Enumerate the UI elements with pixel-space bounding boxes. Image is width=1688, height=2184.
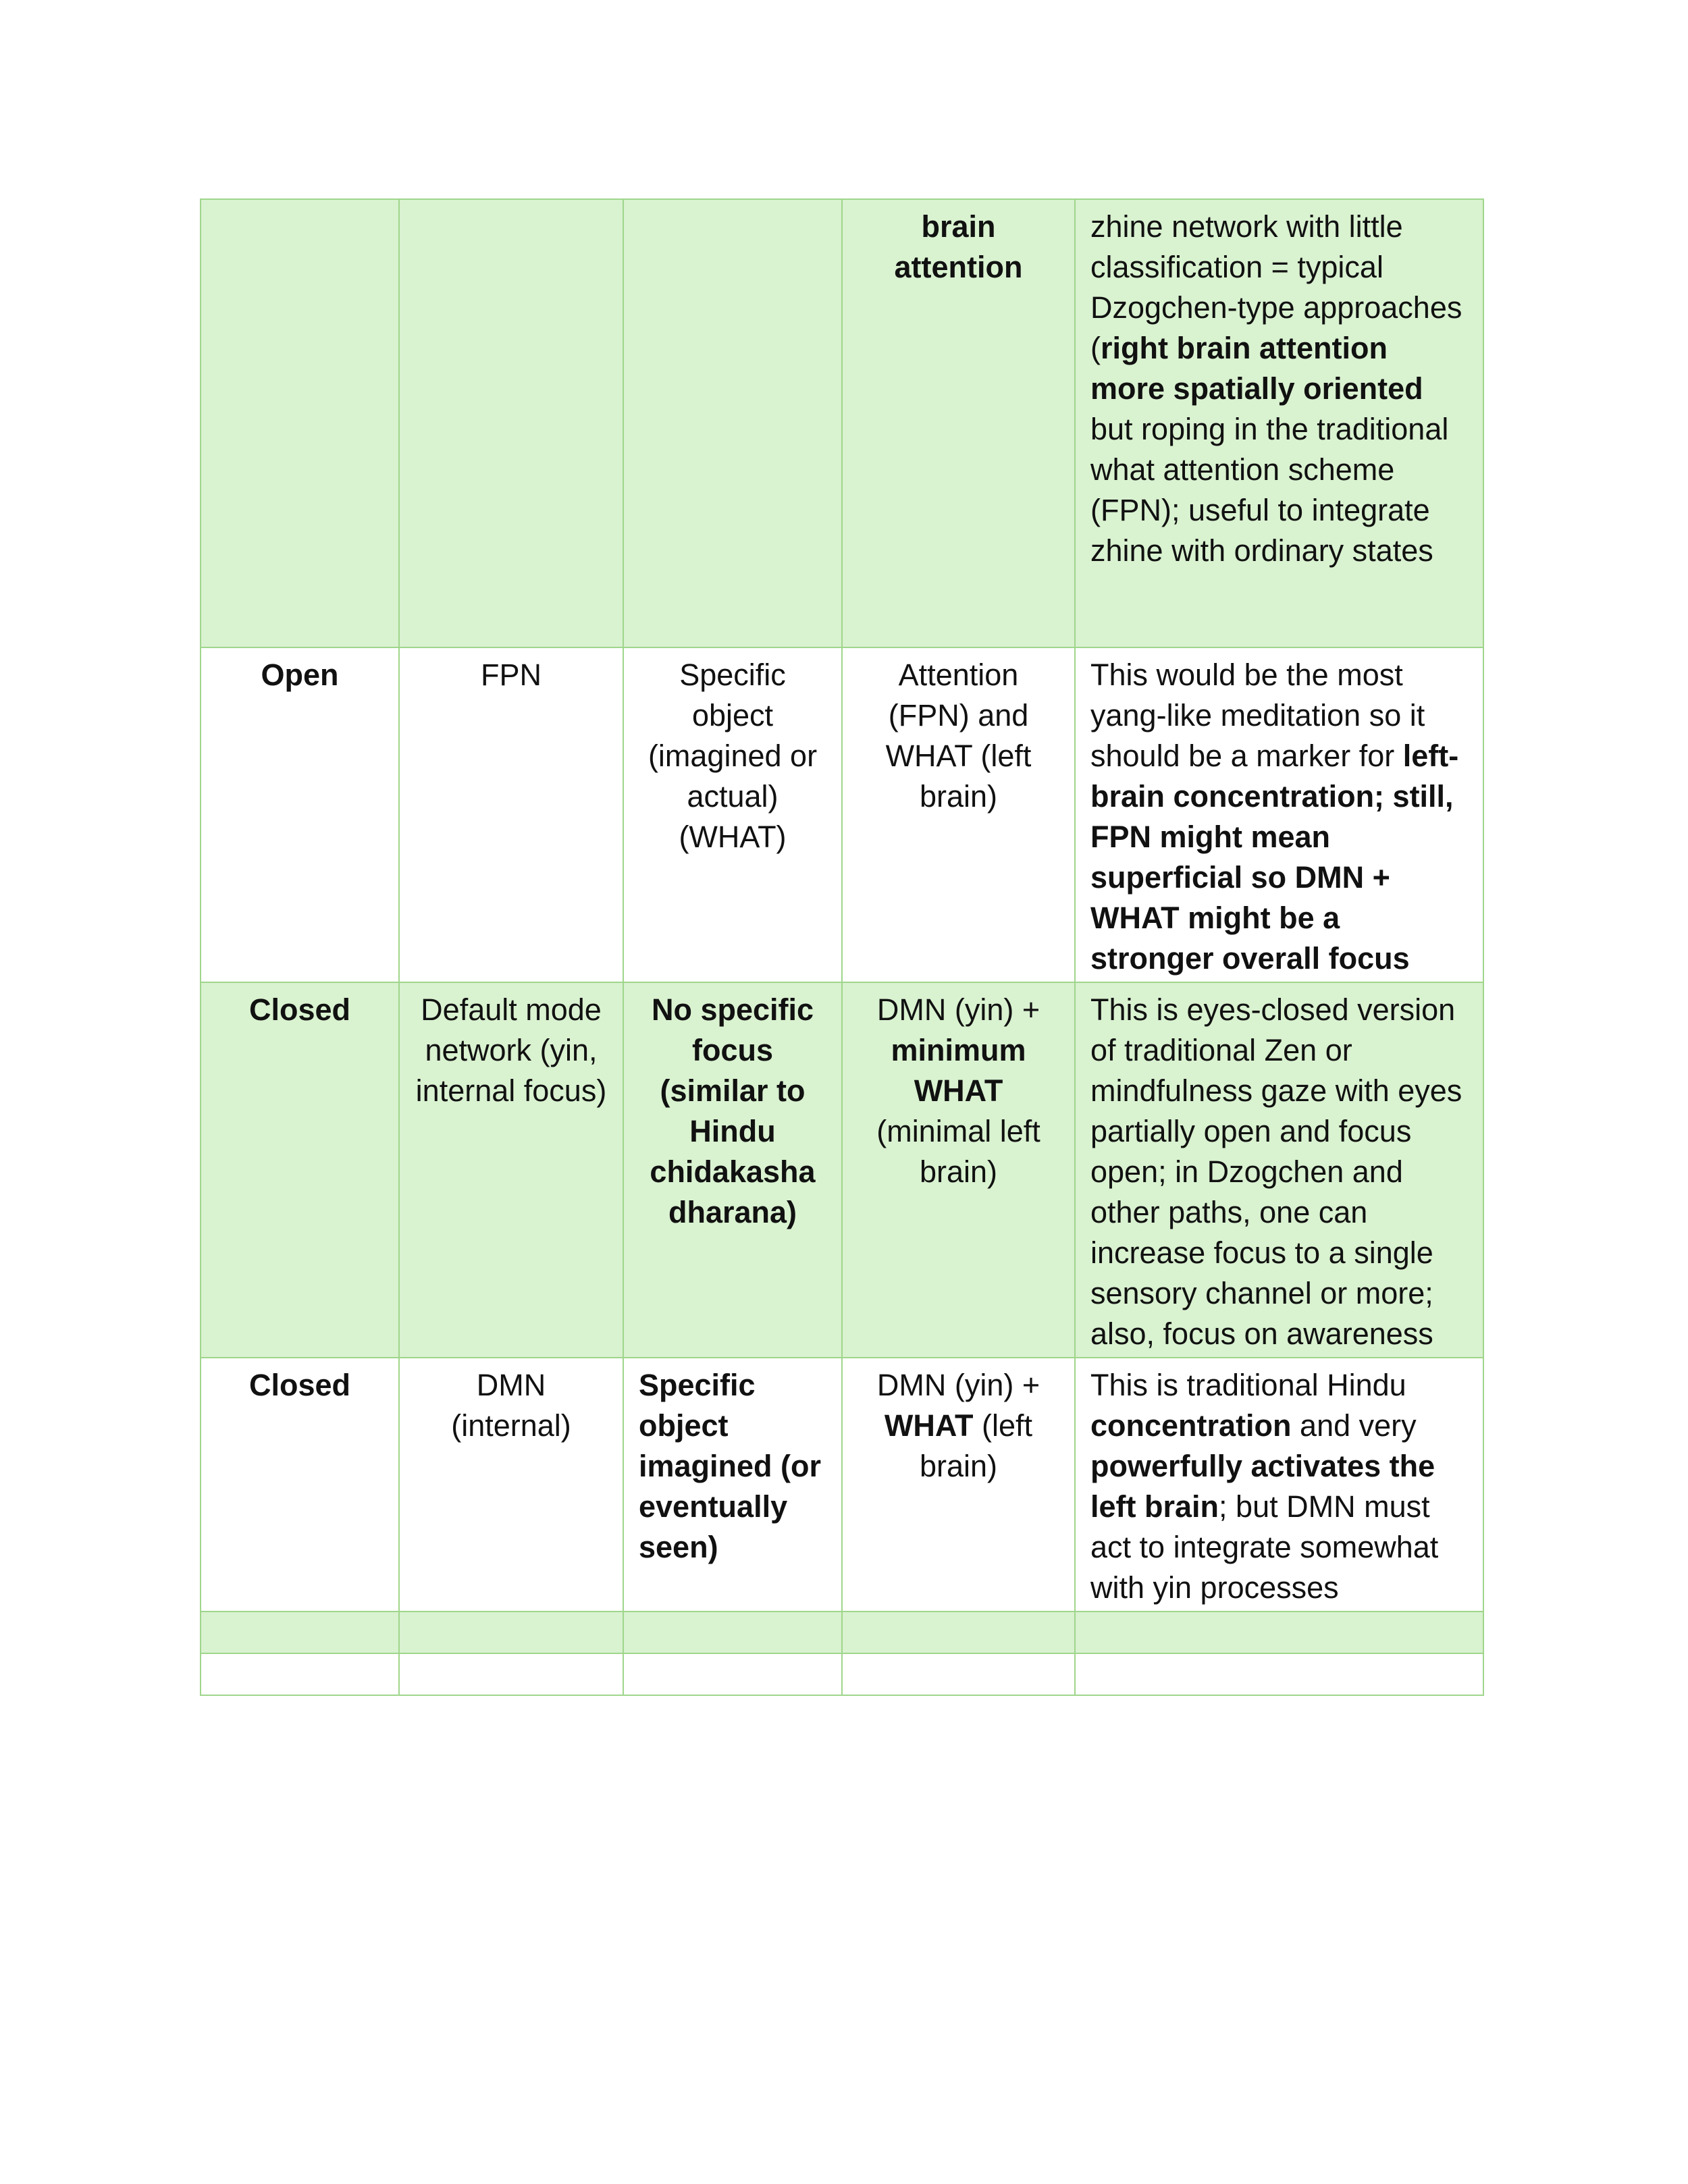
notes-cell xyxy=(1075,1358,1483,1612)
notes-text: This would be the most yang-like meditation so it should be a marker for xyxy=(1090,658,1425,773)
empty-cell xyxy=(623,1612,842,1653)
empty-cell xyxy=(842,1612,1075,1653)
attention-text-bold: minimum WHAT xyxy=(891,1033,1026,1108)
eyes-cell: Closed xyxy=(201,1358,399,1612)
empty-cell xyxy=(1075,1653,1483,1695)
attention-cell: Attention (FPN) and WHAT (left brain) xyxy=(842,647,1075,982)
table-row xyxy=(201,982,1483,1358)
empty-table-row xyxy=(201,1612,1483,1653)
attention-text: DMN (yin) + xyxy=(876,1368,1040,1402)
empty-cell xyxy=(399,1653,623,1695)
table-row xyxy=(201,199,1483,647)
table-row xyxy=(201,647,1483,982)
empty-cell xyxy=(399,1612,623,1653)
notes-text: and very xyxy=(1291,1408,1417,1443)
attention-cell xyxy=(842,982,1075,1358)
network-cell xyxy=(399,199,623,647)
attention-cell xyxy=(842,1358,1075,1612)
notes-text: zhine network with little classification = typical Dzogchen-type approaches ( xyxy=(1090,209,1462,365)
empty-cell xyxy=(201,1612,399,1653)
attention-text: DMN (yin) + xyxy=(876,992,1040,1027)
eyes-cell: Closed xyxy=(201,982,399,1358)
notes-cell xyxy=(1075,199,1483,647)
eyes-cell xyxy=(201,199,399,647)
focus-cell xyxy=(623,199,842,647)
empty-table-row xyxy=(201,1653,1483,1695)
network-cell: FPN xyxy=(399,647,623,982)
focus-cell: Specific object (imagined or actual) (WHAT) xyxy=(623,647,842,982)
meditation-comparison-table xyxy=(200,198,1484,1696)
empty-cell xyxy=(1075,1612,1483,1653)
notes-text: but roping in the traditional what attention scheme (FPN); useful to integrate zhine with ordinary states xyxy=(1090,412,1449,568)
attention-text-bold: WHAT xyxy=(884,1408,974,1443)
notes-cell: This is eyes-closed version of traditional Zen or mindfulness gaze with eyes partially open and focus open; in Dzogchen and other paths, one can increase focus to a single sensory channel or more; also, focus on awareness xyxy=(1075,982,1483,1358)
attention-text: (left brain) xyxy=(919,1408,1033,1483)
attention-cell: brain attention xyxy=(842,199,1075,647)
network-cell: Default mode network (yin, internal focus) xyxy=(399,982,623,1358)
notes-text: ; but DMN must act to integrate somewhat with yin processes xyxy=(1090,1489,1439,1605)
notes-text-bold: concentration xyxy=(1090,1408,1292,1443)
network-cell: DMN (internal) xyxy=(399,1358,623,1612)
focus-cell: No specific focus (similar to Hindu chidakasha dharana) xyxy=(623,982,842,1358)
notes-text-bold: right brain attention more spatially oriented xyxy=(1090,331,1423,406)
notes-cell xyxy=(1075,647,1483,982)
notes-text-bold: powerfully activates the left brain xyxy=(1090,1449,1435,1524)
attention-text: (minimal left brain) xyxy=(876,1114,1040,1189)
notes-text: This is traditional Hindu xyxy=(1090,1368,1406,1402)
empty-cell xyxy=(623,1653,842,1695)
empty-cell xyxy=(201,1653,399,1695)
notes-text-bold: left-brain concentration; still, FPN might mean superficial so DMN + WHAT might be a stronger overall focus xyxy=(1090,739,1459,976)
empty-cell xyxy=(842,1653,1075,1695)
table-row xyxy=(201,1358,1483,1612)
eyes-cell: Open xyxy=(201,647,399,982)
focus-cell: Specific object imagined (or eventually seen) xyxy=(623,1358,842,1612)
